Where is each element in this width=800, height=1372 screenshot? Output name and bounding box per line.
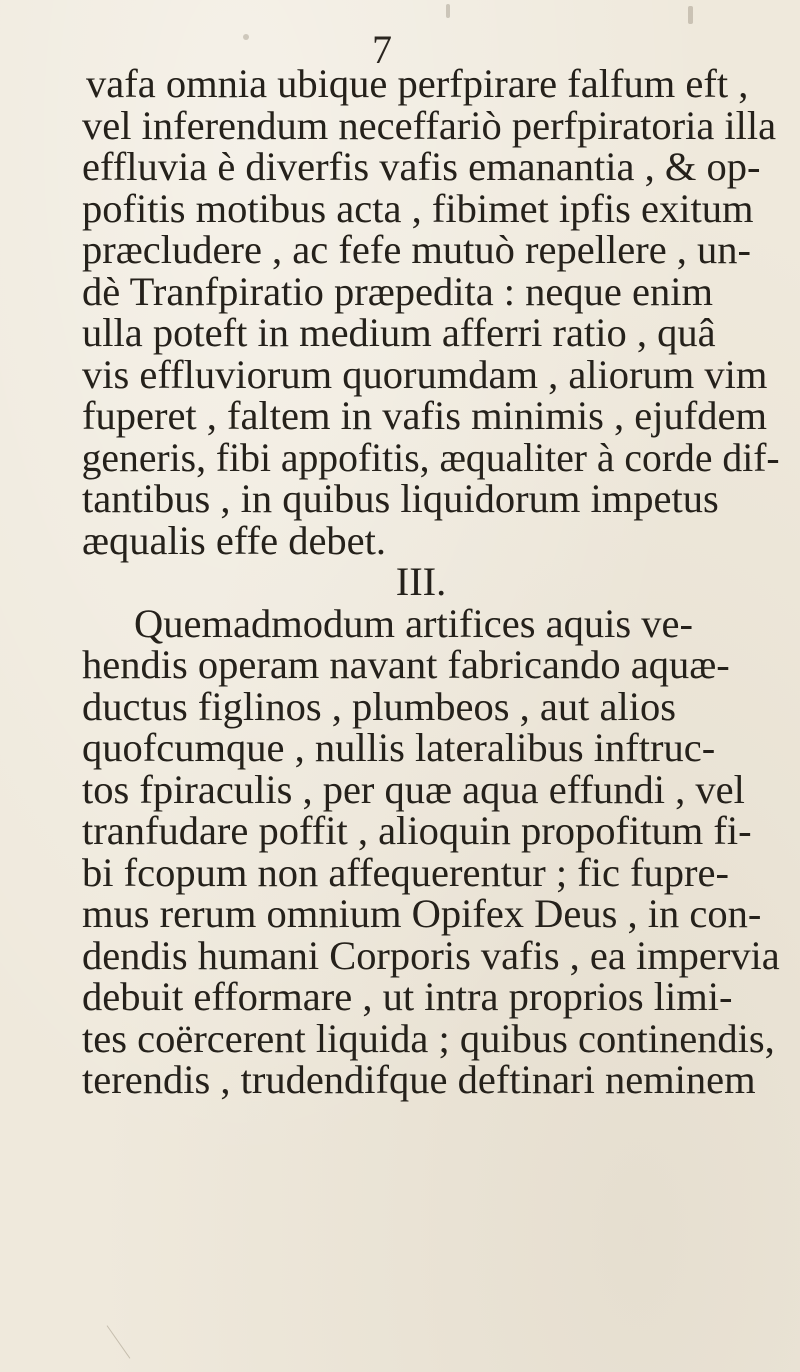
text-line: ulla poteft in medium afferri ratio , quâ (82, 310, 716, 355)
paper-mark (688, 6, 693, 24)
text-line: hendis operam navant fabricando aquæ- (82, 642, 730, 687)
text-line: bi fcopum non affequerentur ; fic fupre- (82, 849, 729, 895)
text-line: pofitis motibus acta , fibimet ipfis exitum (82, 185, 754, 231)
text-line: tantibus , in quibus liquidorum impetus (82, 476, 719, 521)
section-heading: III. (395, 559, 447, 604)
text-line: præcludere , ac fefe mutuò repellere , un- (82, 227, 752, 272)
text-line: dendis humani Corporis vafis , ea impervia (81, 932, 780, 978)
page-number: 7 (372, 27, 392, 72)
text-line: mus rerum omnium Opifex Deus , in con- (82, 891, 762, 936)
text-line: vafa omnia ubique perfpirare falfum eft , (86, 61, 749, 106)
text-line: tranfudare poffit , alioquin propofitum fi- (82, 808, 752, 853)
text-line: effluvia è diverfis vafis emanantia , & op- (82, 144, 761, 189)
text-line: fuperet , faltem in vafis minimis , ejufdem (82, 393, 767, 438)
paper-crease (107, 1325, 131, 1358)
text-line: terendis , trudendifque deftinari neminem (82, 1057, 756, 1102)
ink-speck (243, 34, 249, 40)
text-line: tos fpiraculis , per quæ aqua effundi , vel (82, 766, 745, 812)
text-line: vel inferendum neceffariò perfpiratoria illa (82, 102, 777, 148)
page-body-text (62, 61, 780, 1102)
text-line: vis effluviorum quorumdam , aliorum vim (82, 351, 768, 397)
text-line: æqualis effe debet. (82, 517, 387, 563)
text-line: ductus figlinos , plumbeos , aut alios (82, 683, 676, 729)
text-line: quofcumque , nullis lateralibus inftruc- (82, 725, 716, 770)
text-line: generis, fibi appofitis, æqualiter à corde dif- (81, 434, 780, 480)
text-line: tes coërcerent liquida ; quibus continendis, (82, 1015, 775, 1061)
paper-mark (446, 4, 450, 18)
text-line: dè Tranfpiratio præpedita : neque enim (82, 268, 713, 314)
text-line: debuit efformare , ut intra proprios limi- (82, 974, 733, 1019)
text-line: Quemadmodum artifices aquis ve- (134, 600, 693, 646)
